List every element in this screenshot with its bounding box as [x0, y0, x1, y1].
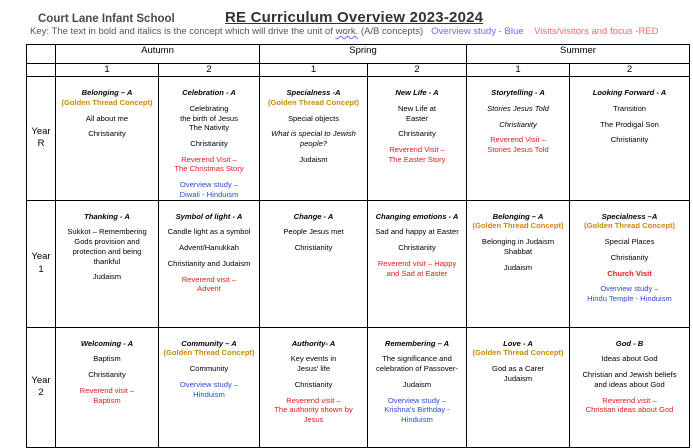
corner-cell-2 [27, 64, 56, 77]
unit-cell [260, 327, 368, 447]
half-1: 1 [56, 64, 159, 77]
unit-text: the birth of Jesus [180, 113, 238, 123]
unit-title: Community – A [181, 338, 237, 348]
unit-religion: Christianity [294, 379, 333, 389]
golden-thread-label: (Golden Thread Concept) [583, 221, 676, 231]
overview-study-text: Overview study – [179, 180, 239, 190]
visit-text: Church Visit [607, 268, 652, 278]
unit-cell [467, 327, 570, 447]
year-r-row [27, 77, 690, 200]
unit-title: Remembering – A [384, 338, 450, 348]
unit-cell [570, 77, 690, 200]
unit-text: Candle light as a symbol [167, 227, 251, 237]
unit-cell [260, 77, 368, 200]
visit-text: Reverend visit – [602, 395, 657, 405]
document-title: RE Curriculum Overview 2023-2024 [225, 9, 484, 26]
half-term-row [27, 64, 690, 77]
unit-title: Symbol of light - A [175, 211, 243, 221]
year-word: Year [31, 251, 51, 263]
unit-text: People Jesus met [283, 227, 344, 237]
key-work: work. [335, 26, 359, 37]
visit-text: Reverend visit – [286, 395, 341, 405]
key-suffix: (A/B concepts) [358, 26, 424, 37]
unit-text: Ideas about God [601, 354, 658, 364]
curriculum-table [26, 44, 690, 448]
overview-study-text: Hinduism [401, 414, 433, 424]
visit-text: Reverend visit – [181, 274, 237, 284]
unit-text: The Prodigal Son [600, 119, 659, 129]
unit-cell [159, 200, 260, 327]
unit-title: New Life - A [395, 88, 439, 98]
key-blue: Overview study - Blue [431, 26, 524, 37]
unit-cell [368, 327, 467, 447]
unit-text: protection and being [72, 246, 142, 256]
unit-text: Gods provision and [74, 237, 140, 247]
overview-study-text: Overview study – [179, 379, 239, 389]
visit-text: Reverend visit – Happy [377, 258, 457, 268]
unit-text: Sad and happy at Easter [375, 227, 459, 237]
unit-religion: Judaism [92, 272, 122, 282]
unit-religion: Judaism [503, 262, 533, 272]
unit-text: All about me [85, 113, 129, 123]
unit-cell [159, 77, 260, 200]
visit-text: Reverend Visit – [389, 145, 445, 155]
unit-text: God as a Carer [492, 364, 544, 374]
year-r-label [27, 77, 56, 200]
golden-thread-label: (Golden Thread Concept) [472, 348, 564, 358]
unit-religion: Christianity [610, 252, 649, 262]
unit-cell [570, 327, 690, 447]
year-number: R [37, 138, 45, 150]
unit-cell [368, 200, 467, 327]
unit-title: God - B [615, 338, 644, 348]
golden-thread-label: (Golden Thread Concept) [163, 348, 255, 358]
school-name: Court Lane Infant School [38, 13, 175, 25]
unit-text: Stories Jesus Told [487, 103, 549, 113]
unit-cell [56, 77, 159, 200]
half-5: 1 [467, 64, 570, 77]
unit-title: Thanking - A [84, 211, 130, 221]
golden-thread-label: (Golden Thread Concept) [267, 97, 360, 107]
unit-religion: Christianity [88, 129, 126, 139]
overview-study-text: Diwali - Hinduism [179, 189, 239, 199]
unit-title: Belonging – A [492, 211, 544, 221]
key-legend [30, 26, 659, 37]
overview-study-text: Krishna's Birthday - [384, 405, 450, 415]
unit-text: New Life at [398, 103, 436, 113]
unit-religion: Judaism [402, 379, 432, 389]
unit-text: The significance and [382, 354, 452, 364]
unit-religion: Christianity [499, 119, 537, 129]
unit-text: Transition [612, 103, 647, 113]
unit-cell [56, 200, 159, 327]
visit-text: Reverend visit – [79, 385, 135, 395]
unit-text: Belonging in Judaism [481, 237, 555, 247]
unit-religion: Christianity [398, 243, 436, 253]
overview-study-text: Hinduism [193, 389, 225, 399]
key-text: Key: The text in bold and italics is the concept which will drive the unit of [30, 26, 336, 37]
half-3: 1 [260, 64, 368, 77]
unit-religion: Judaism [503, 373, 533, 383]
unit-text: Celebrating [189, 103, 229, 113]
year-number: 1 [38, 263, 44, 275]
unit-cell [467, 77, 570, 200]
visit-text: Reverend Visit – [181, 154, 237, 164]
year-word: Year [31, 126, 51, 138]
golden-thread-label: (Golden Thread Concept) [472, 221, 564, 231]
unit-title: Specialness -A [286, 88, 341, 98]
unit-cell [56, 327, 159, 447]
unit-question: people? [299, 139, 328, 149]
half-4: 2 [368, 64, 467, 77]
unit-text: The Nativity [188, 123, 230, 133]
golden-thread-label: (Golden Thread Concept) [61, 97, 153, 107]
unit-title: Storytelling - A [491, 88, 545, 98]
overview-study-text: Hindu Temple - Hinduism [587, 293, 672, 303]
visit-text: Baptism [93, 395, 121, 405]
unit-text: Community [189, 364, 229, 374]
unit-text: thankful [93, 256, 121, 266]
unit-title: Love - A [503, 338, 533, 348]
unit-title: Belonging – A [81, 88, 133, 98]
unit-title: Authority- A [291, 338, 336, 348]
key-red: Visits/visitors and focus -RED [534, 26, 659, 37]
term-summer: Summer [467, 45, 690, 64]
year-2-label [27, 327, 56, 447]
unit-title: Changing emotions - A [375, 211, 459, 221]
unit-title: Specialness –A [601, 211, 658, 221]
half-2: 2 [159, 64, 260, 77]
unit-religion: Christianity [398, 129, 436, 139]
unit-title: Change - A [293, 211, 334, 221]
unit-title: Looking Forward - A [592, 88, 667, 98]
unit-text: Shabbat [503, 246, 533, 256]
unit-text: Special objects [287, 113, 340, 123]
unit-religion: Christianity [88, 370, 126, 380]
visit-text: Advent [197, 284, 221, 294]
year-1-row [27, 200, 690, 327]
unit-cell [260, 200, 368, 327]
unit-text: Key events in [290, 354, 337, 364]
unit-title: Celebration - A [182, 88, 236, 98]
overview-study-text: Overview study – [600, 284, 659, 294]
year-number: 2 [38, 387, 44, 399]
year-word: Year [31, 374, 51, 386]
unit-text: Baptism [93, 354, 121, 364]
unit-text: Sukkot – Remembering [67, 227, 147, 237]
term-autumn: Autumn [56, 45, 260, 64]
unit-cell [467, 200, 570, 327]
unit-religion: Christianity [610, 135, 649, 145]
unit-text: celebration of Passover- [376, 364, 458, 374]
visit-text: Christian ideas about God [585, 405, 674, 415]
year-2-row [27, 327, 690, 447]
unit-text: Jesus' life [296, 364, 331, 374]
corner-cell [27, 45, 56, 64]
unit-text: Advent/Hanukkah [179, 243, 239, 253]
unit-question: What is special to Jewish [271, 129, 356, 139]
overview-study-text: Overview study – [387, 395, 447, 405]
unit-religion: Judaism [299, 154, 328, 164]
visit-text: Reverend Visit – [490, 135, 546, 145]
visit-text: The Christmas Story [174, 164, 244, 174]
unit-cell [159, 327, 260, 447]
visit-text: and Sad at Easter [386, 268, 448, 278]
unit-text: and ideas about God [594, 379, 665, 389]
unit-title: Welcoming - A [80, 338, 134, 348]
unit-cell [368, 77, 467, 200]
unit-cell [570, 200, 690, 327]
visit-text: The authority shown by [274, 405, 353, 415]
visit-text: Stories Jesus Told [487, 145, 549, 155]
year-1-label [27, 200, 56, 327]
term-spring: Spring [260, 45, 467, 64]
unit-text: Christian and Jewish beliefs [582, 370, 677, 380]
unit-religion: Christianity [294, 243, 333, 253]
unit-religion: Christianity and Judaism [167, 258, 251, 268]
unit-religion: Christianity [190, 139, 228, 149]
visit-text: Jesus [303, 414, 324, 424]
visit-text: The Easter Story [388, 154, 446, 164]
document-header [0, 0, 693, 44]
unit-text: Special Places [604, 237, 655, 247]
unit-text: Easter [406, 113, 428, 123]
half-6: 2 [570, 64, 690, 77]
term-header-row [27, 45, 690, 64]
